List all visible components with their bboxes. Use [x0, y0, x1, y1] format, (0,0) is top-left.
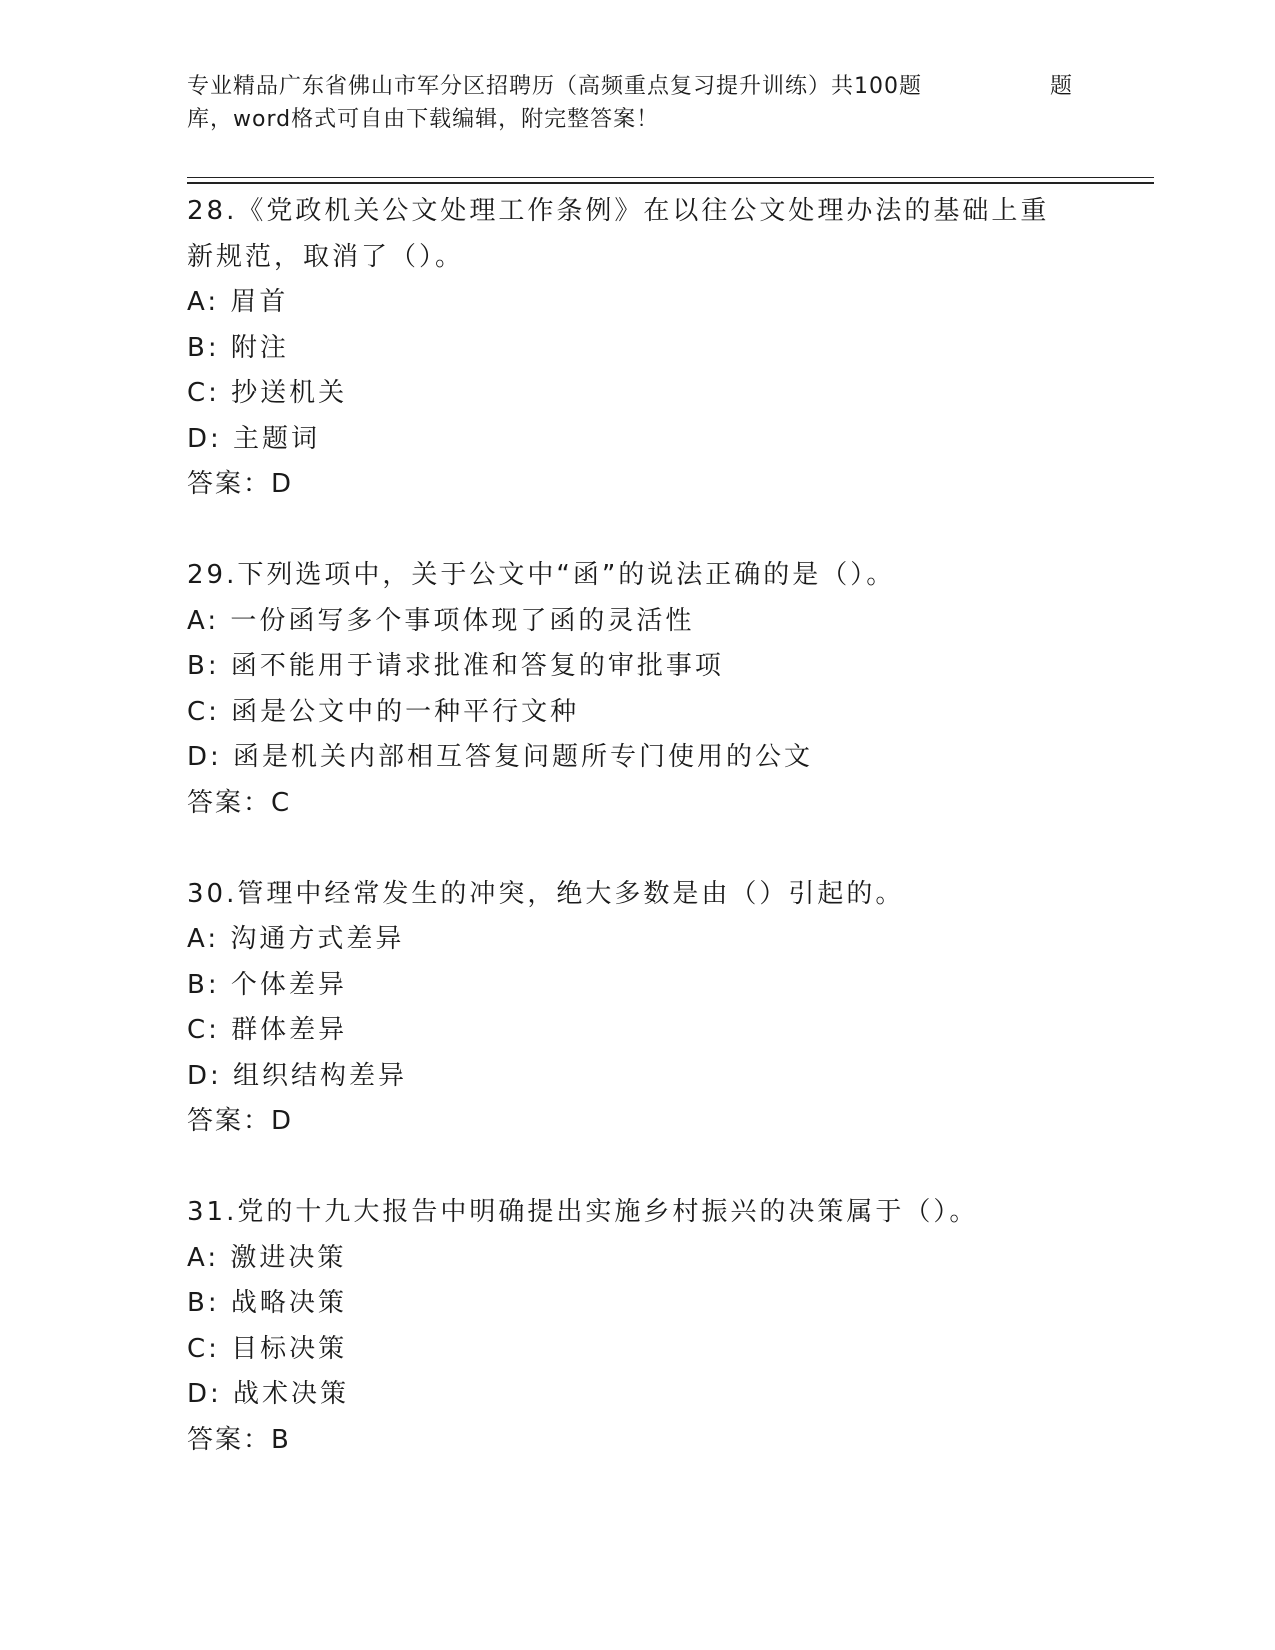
option-d: D: 组织结构差异 — [187, 1060, 408, 1091]
answer-line — [187, 1418, 1087, 1464]
option-c: C: 函是公文中的一种平行文种 — [187, 696, 580, 727]
option-a: A: 一份函写多个事项体现了函的灵活性 — [187, 605, 695, 636]
option-a: A: 眉首 — [187, 287, 289, 317]
answer-value: C — [271, 787, 292, 818]
option-a: A: 沟通方式差异 — [187, 924, 405, 954]
question-31 — [187, 1190, 1087, 1463]
document-header — [187, 70, 1087, 136]
question-stem: 29.下列选项中，关于公文中“函”的说法正确的是（）。 — [187, 560, 896, 590]
answer-value: D — [271, 469, 294, 499]
option-b: B: 个体差异 — [187, 969, 347, 1000]
question-list — [187, 189, 1087, 1509]
header-divider-thick — [187, 182, 1154, 184]
answer-prefix: 答案： — [187, 1106, 272, 1136]
question-29 — [187, 553, 1087, 826]
answer-value: B — [271, 1424, 291, 1455]
answer-prefix: 答案： — [187, 469, 272, 499]
option-b: B: 战略决策 — [187, 1288, 347, 1318]
header-line-2: 库，word格式可自由下载编辑，附完整答案！ — [187, 107, 660, 132]
question-30 — [187, 872, 1087, 1145]
option-b: B: 函不能用于请求批准和答复的审批事项 — [187, 651, 724, 681]
answer-prefix: 答案： — [187, 787, 272, 818]
answer-line — [187, 462, 1087, 508]
header-title: 专业精品广东省佛山市军分区招聘历（高频重点复习提升训练）共100题 — [187, 74, 922, 99]
option-c: C: 抄送机关 — [187, 378, 348, 408]
question-stem: 30.管理中经常发生的冲突，绝大多数是由（）引起的。 — [187, 878, 905, 909]
option-c: C: 目标决策 — [187, 1333, 348, 1364]
question-stem: 31.党的十九大报告中明确提出实施乡村振兴的决策属于（）。 — [187, 1197, 979, 1227]
answer-prefix: 答案： — [187, 1424, 272, 1455]
header-line-1 — [187, 70, 1087, 103]
question-28 — [187, 189, 1087, 508]
option-c: C: 群体差异 — [187, 1015, 348, 1045]
header-title-tail: 题 — [1049, 74, 1073, 99]
option-b: B: 附注 — [187, 332, 289, 363]
option-d: D: 主题词 — [187, 423, 321, 454]
option-d: D: 函是机关内部相互答复问题所专门使用的公文 — [187, 742, 814, 772]
option-a: A: 激进决策 — [187, 1242, 347, 1273]
answer-value: D — [271, 1106, 294, 1136]
header-divider-thin — [187, 177, 1154, 178]
answer-line — [187, 1099, 1087, 1145]
answer-line — [187, 781, 1087, 827]
option-d: D: 战术决策 — [187, 1379, 350, 1409]
question-stem: 28.《党政机关公文处理工作条例》在以往公文处理办法的基础上重新规范，取消了（）。 — [187, 196, 1050, 272]
